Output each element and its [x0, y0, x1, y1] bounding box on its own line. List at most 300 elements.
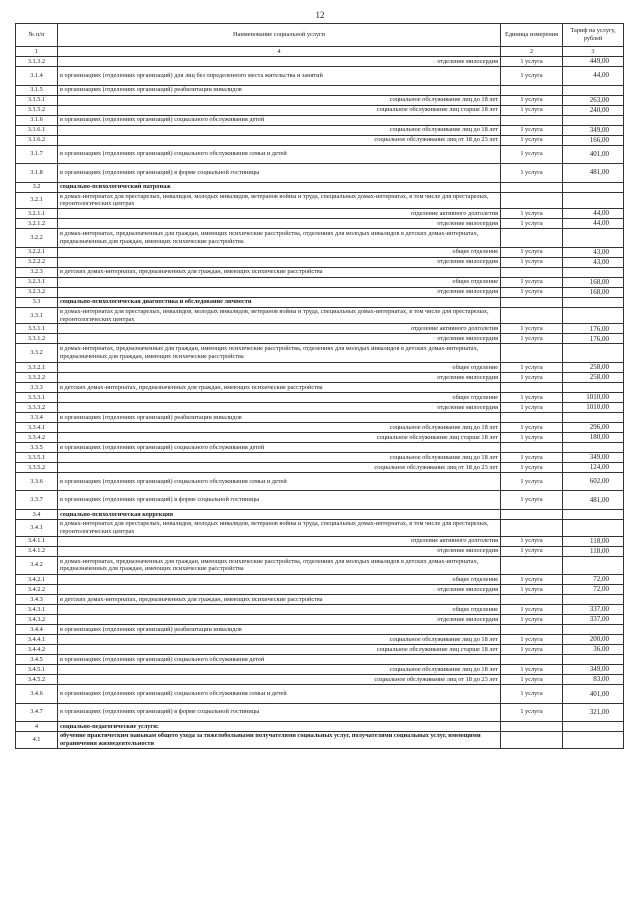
- tariff-value: 258,00: [563, 372, 624, 382]
- unit-of-measure: [501, 625, 563, 635]
- tariff-value: 349,00: [563, 665, 624, 675]
- table-row: [16, 509, 624, 519]
- unit-of-measure: 1 услуга: [501, 635, 563, 645]
- service-name: социальное обслуживание лиц от 18 до 23 лет: [58, 135, 501, 145]
- unit-of-measure: 1 услуга: [501, 422, 563, 432]
- table-row: [16, 703, 624, 722]
- service-name: в организациях (отделениях организаций) социального обслуживания семьи и детей: [58, 685, 501, 704]
- tariff-value: [563, 192, 624, 209]
- service-name: социальное обслуживание лиц до 18 лет: [58, 95, 501, 105]
- unit-of-measure: [501, 655, 563, 665]
- table-row: [16, 392, 624, 402]
- unit-of-measure: [501, 382, 563, 392]
- service-name: отделение милосердия: [58, 219, 501, 229]
- row-number: 3.3.3: [16, 382, 58, 392]
- service-name: общее отделение: [58, 277, 501, 287]
- table-row: [16, 257, 624, 267]
- service-name: социальное обслуживание лиц до 18 лет: [58, 635, 501, 645]
- row-number: 3.2.2.1: [16, 247, 58, 257]
- table-index-row: [16, 47, 624, 57]
- service-name: в домах-интернатах, предназначенных для граждан, имеющих психические расстройства, отделениях для молодых инвалидов в детских домах-интернатах, предназначенных для граждан, имеющих психические расстройства: [58, 229, 501, 248]
- row-number: 3.4.4.2: [16, 645, 58, 655]
- service-name: в детских домах-интернатах, предназначенных для граждан, имеющих психические расстройства: [58, 595, 501, 605]
- table-header-row: [16, 24, 624, 47]
- service-name: в организациях (отделениях организаций) в форме социальной гостиницы: [58, 491, 501, 510]
- row-number: 3.4.5.2: [16, 675, 58, 685]
- tariff-value: 481,00: [563, 491, 624, 510]
- row-number: 3.2.1: [16, 192, 58, 209]
- table-row: [16, 722, 624, 732]
- tariff-value: 44,00: [563, 209, 624, 219]
- row-number: 3.2.3: [16, 267, 58, 277]
- row-number: 3.1.3.2: [16, 57, 58, 67]
- tariff-value: 263,00: [563, 95, 624, 105]
- table-row: [16, 115, 624, 125]
- table-row: [16, 344, 624, 363]
- service-name: отделение милосердия: [58, 615, 501, 625]
- table-row: [16, 135, 624, 145]
- unit-of-measure: [501, 344, 563, 363]
- tariff-value: [563, 267, 624, 277]
- tariff-value: 200,00: [563, 635, 624, 645]
- unit-of-measure: [501, 509, 563, 519]
- tariff-value: 36,00: [563, 645, 624, 655]
- service-name: в организациях (отделениях организаций) в форме социальной гостиницы: [58, 164, 501, 183]
- unit-of-measure: 1 услуга: [501, 57, 563, 67]
- row-number: 3.1.6: [16, 115, 58, 125]
- table-row: [16, 732, 624, 749]
- tariff-value: 168,00: [563, 287, 624, 297]
- tariff-value: [563, 722, 624, 732]
- index-num: 1: [16, 47, 58, 57]
- row-number: 3.1.5.2: [16, 105, 58, 115]
- tariff-value: [563, 595, 624, 605]
- row-number: 3.2.2: [16, 229, 58, 248]
- service-name: в организациях (отделениях организаций) социального обслуживания семьи и детей: [58, 472, 501, 491]
- unit-of-measure: 1 услуга: [501, 277, 563, 287]
- unit-of-measure: 1 услуга: [501, 324, 563, 334]
- unit-of-measure: 1 услуга: [501, 703, 563, 722]
- tariff-value: 168,00: [563, 277, 624, 287]
- row-number: 3.2: [16, 182, 58, 192]
- table-row: [16, 462, 624, 472]
- tariff-value: [563, 307, 624, 324]
- table-row: [16, 655, 624, 665]
- tariff-value: [563, 382, 624, 392]
- table-row: [16, 267, 624, 277]
- row-number: 3.3.4.1: [16, 422, 58, 432]
- service-name: отделение милосердия: [58, 372, 501, 382]
- tariff-value: 44,00: [563, 219, 624, 229]
- unit-of-measure: [501, 85, 563, 95]
- unit-of-measure: 1 услуга: [501, 491, 563, 510]
- unit-of-measure: 1 услуга: [501, 685, 563, 704]
- row-number: 3.4: [16, 509, 58, 519]
- tariff-value: [563, 182, 624, 192]
- service-name: социальное обслуживание лиц старше 18 лет: [58, 105, 501, 115]
- service-name: отделение активного долголетия: [58, 209, 501, 219]
- header-name: Наименование социальной услуги: [58, 24, 501, 47]
- tariff-value: 337,00: [563, 605, 624, 615]
- service-name: общее отделение: [58, 605, 501, 615]
- unit-of-measure: 1 услуга: [501, 67, 563, 86]
- table-row: [16, 685, 624, 704]
- row-number: 3.3.2.1: [16, 362, 58, 372]
- table-row: [16, 67, 624, 86]
- unit-of-measure: 1 услуга: [501, 462, 563, 472]
- row-number: 3.1.6.2: [16, 135, 58, 145]
- unit-of-measure: 1 услуга: [501, 287, 563, 297]
- table-row: [16, 519, 624, 536]
- service-name: отделение милосердия: [58, 287, 501, 297]
- service-name: в организациях (отделениях организаций) социального обслуживания детей: [58, 655, 501, 665]
- row-number: 3.1.8: [16, 164, 58, 183]
- table-row: [16, 297, 624, 307]
- service-name: отделение милосердия: [58, 57, 501, 67]
- table-row: [16, 665, 624, 675]
- service-name: в домах-интернатах, предназначенных для граждан, имеющих психические расстройства, отделениях для молодых инвалидов в детских домах-интернатах, предназначенных для граждан, имеющих психические расстройства: [58, 556, 501, 575]
- service-name: в организациях (отделениях организаций) социального обслуживания детей: [58, 115, 501, 125]
- unit-of-measure: 1 услуга: [501, 472, 563, 491]
- tariff-value: [563, 229, 624, 248]
- tariff-value: 124,00: [563, 462, 624, 472]
- table-row: [16, 635, 624, 645]
- row-number: 3.1.5: [16, 85, 58, 95]
- row-number: 3.1.6.1: [16, 125, 58, 135]
- table-row: [16, 432, 624, 442]
- row-number: 3.3.5: [16, 442, 58, 452]
- row-number: 3.4.2: [16, 556, 58, 575]
- table-row: [16, 422, 624, 432]
- row-number: 3.4.5.1: [16, 665, 58, 675]
- row-number: 3.3.2: [16, 344, 58, 363]
- row-number: 3.4.3.2: [16, 615, 58, 625]
- unit-of-measure: 1 услуга: [501, 615, 563, 625]
- service-name: социальное обслуживание лиц от 18 до 23 лет: [58, 675, 501, 685]
- unit-of-measure: [501, 722, 563, 732]
- unit-of-measure: [501, 442, 563, 452]
- unit-of-measure: [501, 412, 563, 422]
- row-number: 3.4.1: [16, 519, 58, 536]
- table-row: [16, 219, 624, 229]
- service-name: социальное обслуживание лиц до 18 лет: [58, 422, 501, 432]
- unit-of-measure: 1 услуга: [501, 95, 563, 105]
- tariff-value: [563, 85, 624, 95]
- row-number: 3.2.3.2: [16, 287, 58, 297]
- tariff-value: 43,00: [563, 257, 624, 267]
- tariff-value: 83,00: [563, 675, 624, 685]
- page-number: 12: [315, 10, 325, 20]
- table-row: [16, 491, 624, 510]
- table-row: [16, 442, 624, 452]
- service-name: социальное обслуживание лиц от 18 до 23 лет: [58, 462, 501, 472]
- unit-of-measure: 1 услуга: [501, 257, 563, 267]
- table-row: [16, 402, 624, 412]
- unit-of-measure: [501, 267, 563, 277]
- tariff-value: 176,00: [563, 334, 624, 344]
- index-tariff: 3: [563, 47, 624, 57]
- service-name: в домах-интернатах, предназначенных для граждан, имеющих психические расстройства, отделениях для молодых инвалидов в детских домах-интернатах, предназначенных для граждан, имеющих психические расстройства: [58, 344, 501, 363]
- index-name: 4: [58, 47, 501, 57]
- header-tariff: Тариф на услугу, рублей: [563, 24, 624, 47]
- service-name: отделение активного долголетия: [58, 324, 501, 334]
- unit-of-measure: 1 услуга: [501, 452, 563, 462]
- row-number: 3.3.3.1: [16, 392, 58, 402]
- service-name: отделение милосердия: [58, 402, 501, 412]
- table-row: [16, 382, 624, 392]
- unit-of-measure: [501, 595, 563, 605]
- tariff-value: 166,00: [563, 135, 624, 145]
- unit-of-measure: [501, 556, 563, 575]
- service-name: социально-психологическая коррекция: [58, 509, 501, 519]
- unit-of-measure: 1 услуга: [501, 546, 563, 556]
- table-row: [16, 556, 624, 575]
- row-number: 3.3.1.2: [16, 334, 58, 344]
- unit-of-measure: 1 услуга: [501, 362, 563, 372]
- tariff-value: 72,00: [563, 575, 624, 585]
- row-number: 3.4.3: [16, 595, 58, 605]
- service-name: в организациях (отделениях организаций) в форме социальной гостиницы: [58, 703, 501, 722]
- table-row: [16, 95, 624, 105]
- table-row: [16, 277, 624, 287]
- unit-of-measure: [501, 732, 563, 749]
- table-row: [16, 645, 624, 655]
- table-row: [16, 595, 624, 605]
- service-name: в организациях (отделениях организаций) социального обслуживания семьи и детей: [58, 145, 501, 164]
- row-number: 3.1.5.1: [16, 95, 58, 105]
- tariff-value: [563, 732, 624, 749]
- table-row: [16, 372, 624, 382]
- service-name: общее отделение: [58, 247, 501, 257]
- service-name: отделение милосердия: [58, 546, 501, 556]
- service-name: социальное обслуживание лиц до 18 лет: [58, 125, 501, 135]
- tariff-value: 44,00: [563, 67, 624, 86]
- row-number: 3.4.6: [16, 685, 58, 704]
- service-name: обучение практическим навыкам общего ухода за тяжелобольными получателями социальных услуг, получателями социальных услуг, имеющими ограничения жизнедеятельности: [58, 732, 501, 749]
- table-row: [16, 412, 624, 422]
- table-row: [16, 209, 624, 219]
- table-row: [16, 229, 624, 248]
- tariff-value: 337,00: [563, 615, 624, 625]
- table-row: [16, 615, 624, 625]
- row-number: 3.4.1.2: [16, 546, 58, 556]
- service-name: в домах-интернатах для престарелых, инвалидов, молодых инвалидов, ветеранов войны и труда, специальных домах-интернатах, в том числе для престарелых, геронтологических центрах: [58, 192, 501, 209]
- unit-of-measure: [501, 307, 563, 324]
- row-number: 3.3.2.2: [16, 372, 58, 382]
- tariff-value: 240,00: [563, 105, 624, 115]
- unit-of-measure: 1 услуга: [501, 219, 563, 229]
- tariff-value: 118,00: [563, 546, 624, 556]
- table-row: [16, 57, 624, 67]
- unit-of-measure: 1 услуга: [501, 334, 563, 344]
- row-number: 3.3.6: [16, 472, 58, 491]
- service-name: отделение милосердия: [58, 257, 501, 267]
- unit-of-measure: 1 услуга: [501, 675, 563, 685]
- unit-of-measure: 1 услуга: [501, 645, 563, 655]
- table-row: [16, 125, 624, 135]
- tariff-value: 349,00: [563, 125, 624, 135]
- service-name: социальное обслуживание лиц до 18 лет: [58, 665, 501, 675]
- service-name: в детских домах-интернатах, предназначенных для граждан, имеющих психические расстройства: [58, 382, 501, 392]
- service-name: в детских домах-интернатах, предназначенных для граждан, имеющих психические расстройства: [58, 267, 501, 277]
- service-name: отделение милосердия: [58, 585, 501, 595]
- row-number: 3.4.3.1: [16, 605, 58, 615]
- table-row: [16, 452, 624, 462]
- tariff-value: 321,00: [563, 703, 624, 722]
- tariff-value: 401,00: [563, 685, 624, 704]
- tariff-value: 43,00: [563, 247, 624, 257]
- unit-of-measure: 1 услуга: [501, 585, 563, 595]
- row-number: 4.1: [16, 732, 58, 749]
- table-row: [16, 536, 624, 546]
- tariff-value: [563, 556, 624, 575]
- row-number: 4: [16, 722, 58, 732]
- header-unit: Единица измерения: [501, 24, 563, 47]
- unit-of-measure: [501, 192, 563, 209]
- tariff-value: 296,00: [563, 422, 624, 432]
- row-number: 3.3.3.2: [16, 402, 58, 412]
- unit-of-measure: [501, 519, 563, 536]
- tariff-value: 349,00: [563, 452, 624, 462]
- tariff-value: 1010,00: [563, 392, 624, 402]
- service-name: в организациях (отделениях организаций) для лиц без определенного места жительства и занятий: [58, 67, 501, 86]
- unit-of-measure: [501, 229, 563, 248]
- row-number: 3.3.4: [16, 412, 58, 422]
- tariff-value: 449,00: [563, 57, 624, 67]
- unit-of-measure: [501, 182, 563, 192]
- row-number: 3.4.5: [16, 655, 58, 665]
- tariff-value: 1010,00: [563, 402, 624, 412]
- row-number: 3.4.4.1: [16, 635, 58, 645]
- unit-of-measure: 1 услуга: [501, 392, 563, 402]
- row-number: 3.3.5.2: [16, 462, 58, 472]
- table-row: [16, 307, 624, 324]
- table-row: [16, 575, 624, 585]
- row-number: 3.3.7: [16, 491, 58, 510]
- row-number: 3.3.4.2: [16, 432, 58, 442]
- table-row: [16, 585, 624, 595]
- table-row: [16, 334, 624, 344]
- row-number: 3.2.1.2: [16, 219, 58, 229]
- tariff-value: [563, 655, 624, 665]
- service-name: в организациях (отделениях организаций) социального обслуживания детей: [58, 442, 501, 452]
- table-row: [16, 675, 624, 685]
- row-number: 3.2.3.1: [16, 277, 58, 287]
- unit-of-measure: [501, 297, 563, 307]
- tariff-value: [563, 442, 624, 452]
- service-name: в домах-интернатах для престарелых, инвалидов, молодых инвалидов, ветеранов войны и труда, специальных домах-интернатах, в том числе для престарелых, геронтологических центрах: [58, 307, 501, 324]
- service-name: общее отделение: [58, 362, 501, 372]
- table-row: [16, 85, 624, 95]
- unit-of-measure: 1 услуга: [501, 164, 563, 183]
- service-name: в домах-интернатах для престарелых, инвалидов, молодых инвалидов, ветеранов войны и труда, специальных домах-интернатах, в том числе для престарелых, геронтологических центрах: [58, 519, 501, 536]
- service-name: социальное обслуживание лиц старше 18 лет: [58, 432, 501, 442]
- tariff-value: 180,00: [563, 432, 624, 442]
- table-row: [16, 247, 624, 257]
- unit-of-measure: 1 услуга: [501, 145, 563, 164]
- table-row: [16, 145, 624, 164]
- unit-of-measure: 1 услуга: [501, 105, 563, 115]
- service-name: в организациях (отделениях организаций) реабилитации инвалидов: [58, 412, 501, 422]
- tariff-value: 176,00: [563, 324, 624, 334]
- row-number: 3.1.4: [16, 67, 58, 86]
- row-number: 3.3.1: [16, 307, 58, 324]
- table-row: [16, 625, 624, 635]
- unit-of-measure: 1 услуга: [501, 575, 563, 585]
- row-number: 3.4.7: [16, 703, 58, 722]
- table-row: [16, 182, 624, 192]
- row-number: 3.4.4: [16, 625, 58, 635]
- service-name: отделение милосердия: [58, 334, 501, 344]
- tariff-value: 258,00: [563, 362, 624, 372]
- table-row: [16, 324, 624, 334]
- table-row: [16, 105, 624, 115]
- tariff-table: [15, 23, 624, 749]
- row-number: 3.3.5.1: [16, 452, 58, 462]
- tariff-value: [563, 412, 624, 422]
- table-row: [16, 192, 624, 209]
- unit-of-measure: 1 услуга: [501, 402, 563, 412]
- table-row: [16, 164, 624, 183]
- service-name: отделение активного долголетия: [58, 536, 501, 546]
- service-name: общее отделение: [58, 392, 501, 402]
- service-name: социальное обслуживание лиц до 18 лет: [58, 452, 501, 462]
- table-row: [16, 546, 624, 556]
- unit-of-measure: 1 услуга: [501, 605, 563, 615]
- unit-of-measure: 1 услуга: [501, 125, 563, 135]
- service-name: социально-психологический патронаж: [58, 182, 501, 192]
- service-name: в организациях (отделениях организаций) реабилитации инвалидов: [58, 625, 501, 635]
- service-name: социально-педагогические услуги:: [58, 722, 501, 732]
- service-name: общее отделение: [58, 575, 501, 585]
- tariff-value: [563, 625, 624, 635]
- tariff-value: 602,00: [563, 472, 624, 491]
- tariff-value: [563, 519, 624, 536]
- tariff-value: 72,00: [563, 585, 624, 595]
- index-unit: 2: [501, 47, 563, 57]
- unit-of-measure: 1 услуга: [501, 135, 563, 145]
- unit-of-measure: 1 услуга: [501, 432, 563, 442]
- row-number: 3.4.2.1: [16, 575, 58, 585]
- row-number: 3.4.1.1: [16, 536, 58, 546]
- service-name: социально-психологическая диагностика и обследование личности: [58, 297, 501, 307]
- unit-of-measure: [501, 115, 563, 125]
- tariff-value: [563, 509, 624, 519]
- unit-of-measure: 1 услуга: [501, 372, 563, 382]
- table-row: [16, 472, 624, 491]
- tariff-value: [563, 297, 624, 307]
- row-number: 3.3.1.1: [16, 324, 58, 334]
- table-row: [16, 362, 624, 372]
- table-row: [16, 605, 624, 615]
- service-name: социальное обслуживание лиц старше 18 лет: [58, 645, 501, 655]
- tariff-value: 401,00: [563, 145, 624, 164]
- unit-of-measure: 1 услуга: [501, 247, 563, 257]
- tariff-value: 118,00: [563, 536, 624, 546]
- table-row: [16, 287, 624, 297]
- tariff-value: [563, 344, 624, 363]
- row-number: 3.2.2.2: [16, 257, 58, 267]
- unit-of-measure: 1 услуга: [501, 536, 563, 546]
- tariff-value: [563, 115, 624, 125]
- header-num: № п/п: [16, 24, 58, 47]
- service-name: в организациях (отделениях организаций) реабилитации инвалидов: [58, 85, 501, 95]
- row-number: 3.4.2.2: [16, 585, 58, 595]
- unit-of-measure: 1 услуга: [501, 209, 563, 219]
- row-number: 3.1.7: [16, 145, 58, 164]
- tariff-value: 481,00: [563, 164, 624, 183]
- unit-of-measure: 1 услуга: [501, 665, 563, 675]
